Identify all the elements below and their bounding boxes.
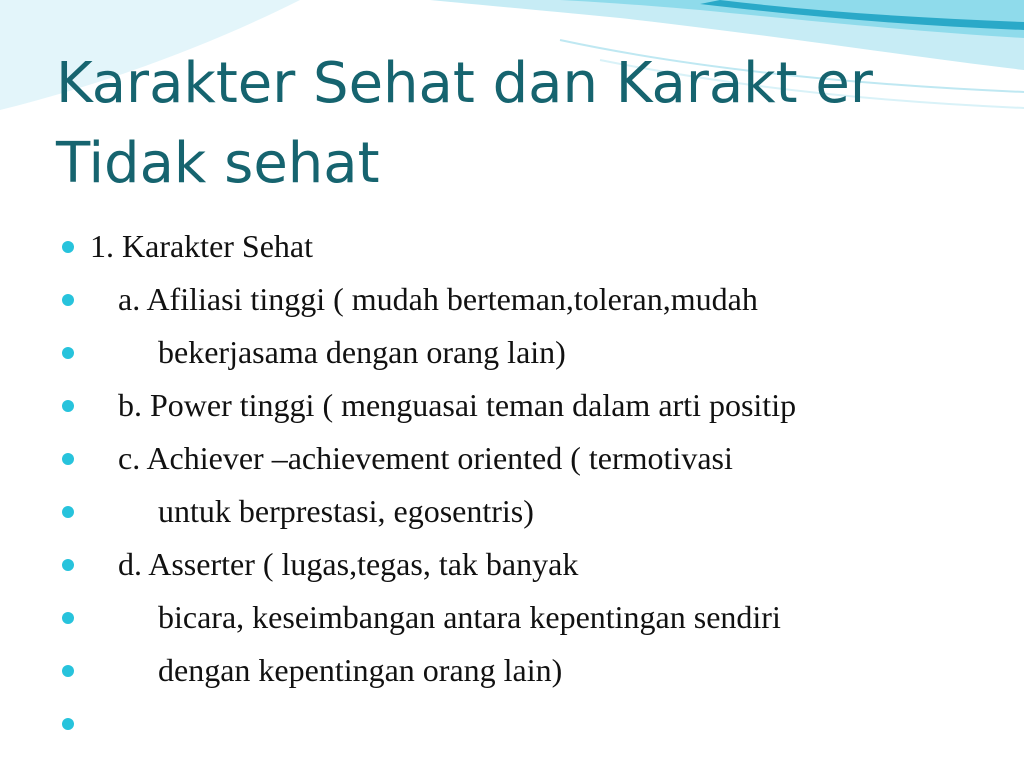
list-item-text: b. Power tinggi ( menguasai teman dalam arti positip (118, 387, 797, 423)
bullet-dot-icon (62, 612, 74, 624)
bullet-dot-icon (62, 400, 74, 412)
slide-title-line-2: Tidak sehat (56, 131, 380, 196)
list-item-text: a. Afiliasi tinggi ( mudah berteman,toleran,mudah (118, 281, 758, 317)
list-item (62, 538, 796, 591)
bullet-dot-icon (62, 559, 74, 571)
slide-title-line-1: Karakter Sehat dan Karakt er (56, 51, 873, 116)
slide-title (56, 44, 956, 204)
bullet-dot-icon (62, 506, 74, 518)
bullet-dot-icon (62, 294, 74, 306)
bullet-dot-icon (62, 453, 74, 465)
list-item (62, 591, 796, 644)
list-item (62, 432, 796, 485)
list-item (62, 485, 796, 538)
bullet-dot-icon (62, 347, 74, 359)
list-item (62, 326, 796, 379)
bullet-dot-icon (62, 665, 74, 677)
list-item (62, 697, 796, 750)
list-item-text: bekerjasama dengan orang lain) (158, 334, 566, 370)
list-item (62, 220, 796, 273)
bullet-dot-icon (62, 241, 74, 253)
list-item-text: 1. Karakter Sehat (90, 228, 314, 264)
bullet-list (62, 220, 796, 750)
list-item (62, 644, 796, 697)
list-item-text: d. Asserter ( lugas,tegas, tak banyak (118, 546, 579, 582)
list-item (62, 273, 796, 326)
list-item-text: c. Achiever –achievement oriented ( termotivasi (118, 440, 733, 476)
list-item-text: dengan kepentingan orang lain) (158, 652, 563, 688)
list-item (62, 379, 796, 432)
bullet-dot-icon (62, 718, 74, 730)
list-item-text: bicara, keseimbangan antara kepentingan sendiri (158, 599, 781, 635)
list-item-text: untuk berprestasi, egosentris) (158, 493, 534, 529)
